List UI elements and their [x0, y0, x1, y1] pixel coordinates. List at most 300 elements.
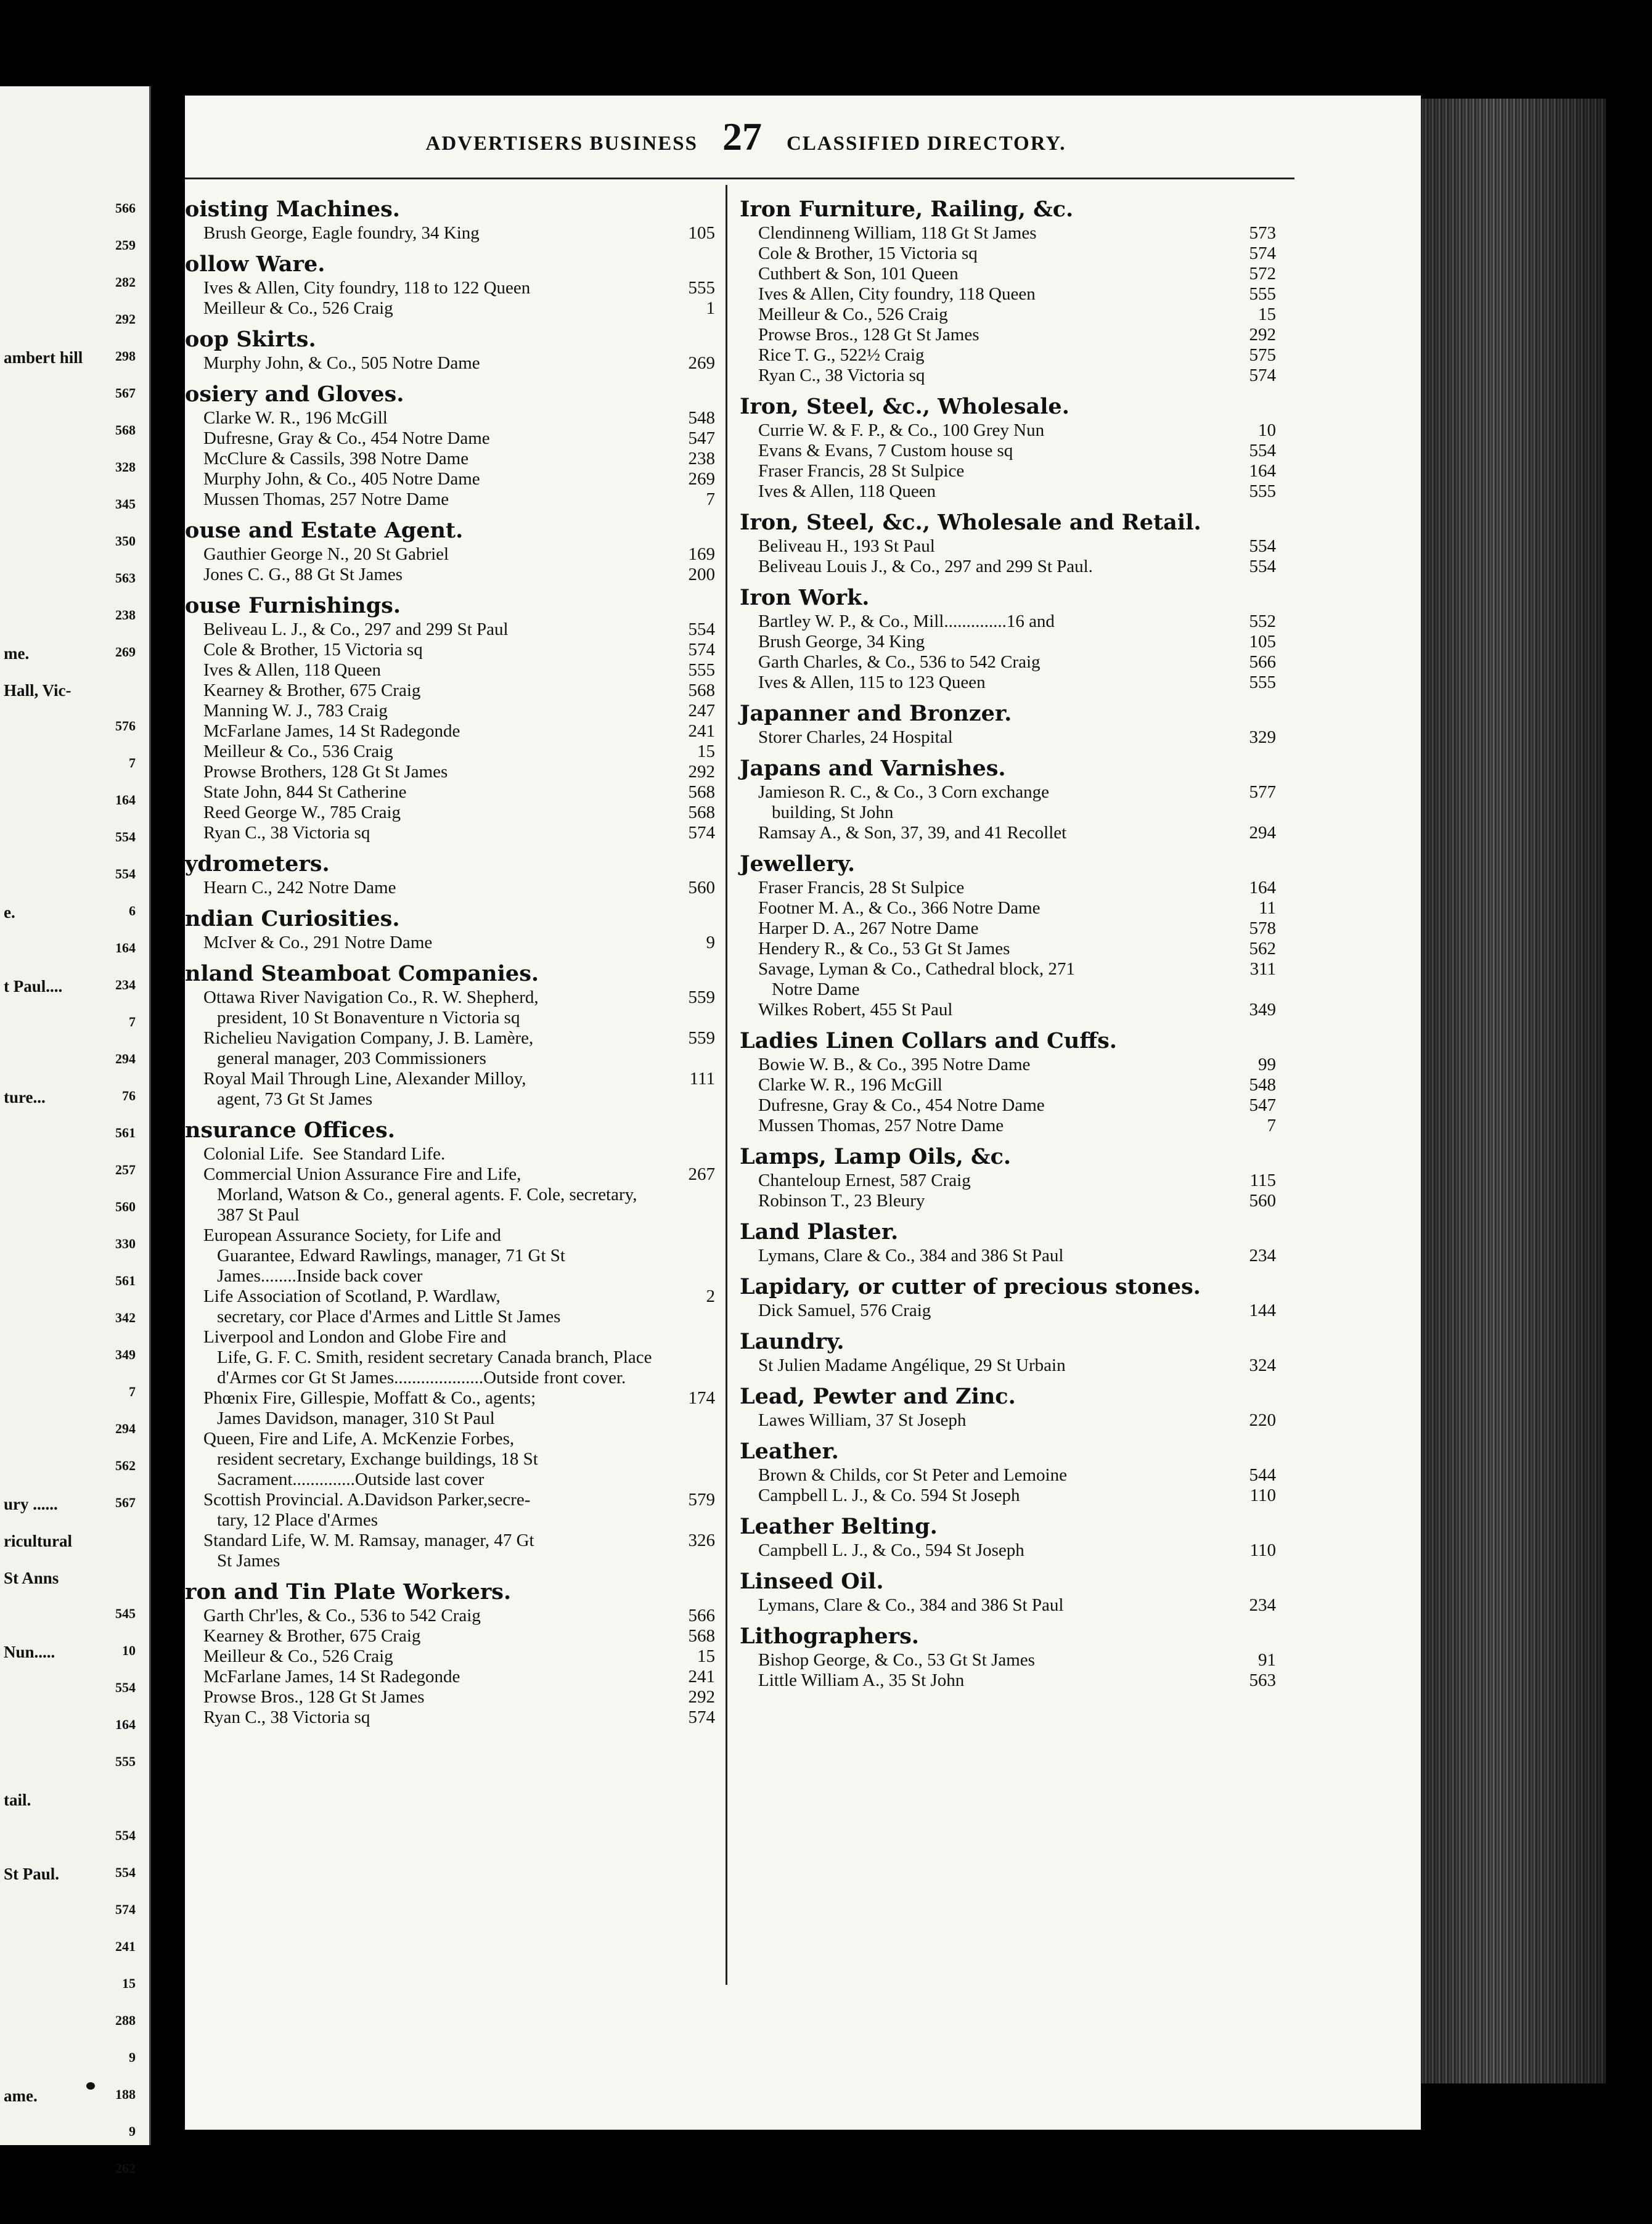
entry-name: Prowse Bros., 128 Gt St James [758, 325, 979, 345]
directory-entry [740, 898, 1276, 918]
facing-page-line [0, 1939, 137, 1957]
entry-page-ref: 555 [1249, 673, 1276, 692]
facing-page-line [0, 1273, 137, 1291]
directory-entry [185, 803, 715, 823]
entry-continuation: resident secretary, Exchange buildings, 18 St Sacrament..............Outside last cover [217, 1449, 543, 1489]
directory-entry [740, 441, 1276, 461]
entry-page-ref: 326 [688, 1531, 715, 1550]
entry-text [203, 1606, 666, 1626]
section-heading: ron and Tin Plate Workers. [185, 1579, 512, 1605]
entry-text [758, 420, 1227, 441]
entry-name: Beliveau Louis J., & Co., 297 and 299 St Paul. [758, 557, 1093, 576]
facing-line-number: 574 [115, 1902, 136, 1917]
directory-entry [740, 223, 1276, 243]
entry-text [203, 933, 666, 953]
entry-page-ref: 566 [1249, 652, 1276, 672]
facing-line-number: 257 [115, 1162, 136, 1177]
directory-entry [740, 481, 1276, 502]
directory-section [740, 1028, 1276, 1136]
entry-page-ref: 15 [697, 1646, 715, 1666]
section-heading: Land Plaster. [740, 1219, 899, 1245]
directory-entry [185, 1388, 715, 1429]
facing-line-number: 164 [115, 1717, 136, 1732]
entry-page-ref: 7 [706, 489, 715, 509]
entry-continuation: secretary, cor Place d'Armes and Little St James [217, 1307, 561, 1327]
entry-name: Royal Mail Through Line, Alexander Milloy, [203, 1069, 526, 1089]
directory-section [740, 1568, 1276, 1616]
entry-name: Beliveau L. J., & Co., 297 and 299 St Paul [203, 619, 509, 639]
entry-name: Campbell L. J., & Co. 594 St Joseph [758, 1486, 1020, 1505]
directory-entry [740, 1595, 1276, 1616]
entry-name: Manning W. J., 783 Craig [203, 701, 388, 721]
directory-entry [185, 1225, 715, 1286]
entry-page-ref: 574 [1249, 366, 1276, 385]
facing-line-text: St Paul. [4, 1865, 60, 1883]
entry-name: Meilleur & Co., 526 Craig [203, 298, 393, 318]
section-heading: Iron, Steel, &c., Wholesale and Retail. [740, 510, 1201, 535]
facing-line-number: 576 [115, 718, 136, 734]
section-heading: ydrometers. [185, 851, 330, 877]
entry-continuation: tary, 12 Place d'Armes [217, 1510, 378, 1530]
entry-name: Phœnix Fire, Gillespie, Moffatt & Co., agents; [203, 1388, 536, 1408]
entry-text [758, 325, 1227, 345]
facing-line-number: 330 [115, 1236, 136, 1251]
facing-line-number: 7 [129, 1014, 136, 1029]
entry-page-ref: 552 [1249, 611, 1276, 631]
facing-page-line [0, 1606, 137, 1624]
directory-entry [740, 878, 1276, 898]
facing-line-number: 555 [115, 1754, 136, 1769]
entry-continuation: Life, G. F. C. Smith, resident secretary Canada branch, Place d'Armes cor Gt St James....................Outside front cover. [217, 1347, 656, 1388]
directory-section [185, 906, 715, 953]
directory-entry [185, 619, 715, 640]
entry-name: Kearney & Brother, 675 Craig [203, 681, 421, 700]
entry-text [203, 987, 666, 1028]
entry-name: Beliveau H., 193 St Paul [758, 536, 935, 556]
entry-text [758, 1355, 1227, 1376]
entry-page-ref: 169 [688, 544, 715, 564]
column-divider [726, 185, 727, 1985]
entry-name: Ramsay A., & Son, 37, 39, and 41 Recollet [758, 823, 1067, 843]
facing-line-number: 567 [115, 385, 136, 401]
section-heading: Linseed Oil. [740, 1569, 884, 1594]
entry-text [758, 481, 1227, 502]
entry-text [203, 1429, 666, 1490]
directory-entry [185, 878, 715, 898]
entry-text [758, 1095, 1227, 1116]
entry-text [758, 1246, 1227, 1266]
entry-text [758, 366, 1227, 386]
entry-text [758, 1465, 1227, 1486]
entry-text [203, 619, 666, 640]
entry-name: Scottish Provincial. A.Davidson Parker,secre- [203, 1490, 531, 1510]
directory-entry [740, 1540, 1276, 1561]
entry-page-ref: 574 [688, 823, 715, 843]
facing-line-text: ambert hill [4, 348, 83, 367]
facing-page-line [0, 496, 137, 515]
facing-page-line [0, 977, 137, 995]
facing-line-number: 6 [129, 903, 136, 918]
entry-name: Ives & Allen, 115 to 123 Queen [758, 673, 986, 692]
entry-text [203, 1646, 666, 1667]
directory-entry [185, 353, 715, 374]
facing-line-number: 262 [115, 2161, 136, 2176]
entry-text [203, 408, 666, 428]
entry-name: Commercial Union Assurance Fire and Life, [203, 1164, 521, 1184]
directory-section [185, 517, 715, 585]
facing-line-number: 554 [115, 1680, 136, 1695]
facing-page-line [0, 718, 137, 737]
entry-page-ref: 578 [1249, 918, 1276, 938]
section-heading: ndian Curiosities. [185, 906, 400, 931]
entry-page-ref: 292 [1249, 325, 1276, 345]
entry-name: Life Association of Scotland, P. Wardlaw, [203, 1286, 501, 1306]
entry-text [203, 1388, 666, 1429]
directory-entry [185, 1626, 715, 1646]
directory-entry [740, 243, 1276, 264]
facing-line-number: 567 [115, 1495, 136, 1510]
directory-section [740, 1219, 1276, 1266]
directory-entry [185, 742, 715, 762]
entry-page-ref: 2 [706, 1286, 715, 1306]
facing-line-number: 7 [129, 1384, 136, 1399]
entry-continuation: Guarantee, Edward Rawlings, manager, 71 Gt St James........Inside back cover [217, 1246, 570, 1286]
facing-line-number: 566 [115, 200, 136, 216]
entry-name: McClure & Cassils, 398 Notre Dame [203, 449, 469, 468]
section-heading: nland Steamboat Companies. [185, 961, 539, 986]
entry-page-ref: 574 [1249, 243, 1276, 263]
entry-page-ref: 241 [688, 1667, 715, 1686]
entry-name: Garth Charles, & Co., 536 to 542 Craig [758, 652, 1041, 672]
directory-entry [185, 1164, 715, 1225]
directory-entry [740, 284, 1276, 305]
entry-page-ref: 547 [1249, 1095, 1276, 1115]
section-heading: ouse Furnishings. [185, 593, 401, 618]
entry-page-ref: 555 [688, 660, 715, 680]
facing-line-number: 554 [115, 866, 136, 881]
entry-name: Liverpool and London and Globe Fire and [203, 1327, 507, 1347]
directory-entry [740, 1465, 1276, 1486]
section-heading: nsurance Offices. [185, 1118, 395, 1143]
entry-text [203, 701, 666, 721]
directory-entry [740, 1670, 1276, 1691]
entry-page-ref: 544 [1249, 1465, 1276, 1485]
entry-text [758, 264, 1227, 284]
facing-page-line [0, 1495, 137, 1513]
facing-line-text: tail. [4, 1791, 31, 1809]
directory-entry [185, 1667, 715, 1687]
facing-page-line [0, 274, 137, 293]
facing-line-number: 282 [115, 274, 136, 290]
entry-page-ref: 554 [1249, 536, 1276, 556]
facing-line-number: 568 [115, 422, 136, 438]
facing-page-line [0, 903, 137, 922]
facing-page-line [0, 1347, 137, 1365]
entry-name: State John, 844 St Catherine [203, 782, 407, 802]
entry-text [758, 557, 1227, 577]
facing-page-line [0, 940, 137, 959]
section-heading: ouse and Estate Agent. [185, 518, 464, 543]
facing-page-line [0, 2087, 137, 2105]
directory-entry [185, 1687, 715, 1707]
facing-line-number: 288 [115, 2013, 136, 2028]
directory-entry [740, 632, 1276, 652]
entry-name: Brush George, Eagle foundry, 34 King [203, 223, 480, 243]
facing-page-line [0, 1088, 137, 1106]
entry-page-ref: 111 [689, 1069, 715, 1089]
entry-text [758, 1055, 1227, 1075]
page-number: 27 [722, 115, 762, 158]
entry-text [758, 1191, 1227, 1211]
entry-name: Meilleur & Co., 526 Craig [758, 305, 948, 324]
directory-section [185, 326, 715, 374]
facing-page-line [0, 1458, 137, 1476]
directory-entry [185, 987, 715, 1028]
entry-page-ref: 577 [1249, 782, 1276, 802]
directory-entry [740, 918, 1276, 939]
entry-name: Reed George W., 785 Craig [203, 803, 401, 822]
facing-page-line [0, 1421, 137, 1439]
entry-name: Hendery R., & Co., 53 Gt St James [758, 939, 1010, 959]
entry-name: European Assurance Society, for Life and [203, 1225, 501, 1245]
entry-text [203, 449, 666, 469]
header-left-text: ADVERTISERS BUSINESS [425, 133, 698, 155]
entry-text [203, 878, 666, 898]
entry-name: Ives & Allen, 118 Queen [203, 660, 382, 680]
page-header [345, 114, 1147, 163]
entry-name: Lymans, Clare & Co., 384 and 386 St Paul [758, 1595, 1064, 1615]
directory-entry [185, 933, 715, 953]
entry-name: Jones C. G., 88 Gt St James [203, 565, 403, 584]
directory-section [740, 1273, 1276, 1321]
directory-entry [185, 544, 715, 565]
entry-name: Ives & Allen, 118 Queen [758, 481, 936, 501]
entry-name: Richelieu Navigation Company, J. B. Lamère, [203, 1028, 534, 1048]
entry-name: Jamieson R. C., & Co., 3 Corn exchange [758, 782, 1050, 802]
facing-line-number: 234 [115, 977, 136, 992]
directory-entry [740, 782, 1276, 823]
entry-text [758, 1486, 1227, 1506]
facing-page-line [0, 829, 137, 848]
entry-text [203, 353, 666, 374]
entry-continuation: Notre Dame [772, 979, 860, 999]
entry-text [203, 278, 666, 298]
facing-line-number: 328 [115, 459, 136, 475]
facing-line-number: 298 [115, 348, 136, 364]
entry-text [758, 1410, 1227, 1431]
entry-name: Brown & Childs, cor St Peter and Lemoine [758, 1465, 1067, 1485]
directory-entry [740, 1191, 1276, 1211]
section-heading: Laundry. [740, 1329, 844, 1354]
entry-page-ref: 324 [1249, 1355, 1276, 1375]
facing-line-text: Hall, Vic- [4, 681, 72, 700]
directory-entry [185, 428, 715, 449]
entry-text [758, 652, 1227, 673]
facing-page-line [0, 1717, 137, 1735]
entry-page-ref: 99 [1258, 1055, 1276, 1074]
entry-name: Ryan C., 38 Victoria sq [203, 823, 370, 843]
directory-entry [740, 727, 1276, 748]
facing-line-number: 15 [122, 1976, 136, 1991]
facing-line-number: 259 [115, 237, 136, 253]
entry-continuation: agent, 73 Gt St James [217, 1089, 373, 1109]
entry-name: Hearn C., 242 Notre Dame [203, 878, 396, 897]
entry-text [758, 823, 1227, 843]
entry-name: Gauthier George N., 20 St Gabriel [203, 544, 449, 564]
entry-text [203, 762, 666, 782]
facing-page-line [0, 1754, 137, 1772]
section-heading: ollow Ware. [185, 251, 325, 277]
facing-page-line [0, 237, 137, 256]
entry-name: Bartley W. P., & Co., Mill..............16 and [758, 611, 1055, 631]
entry-name: Rice T. G., 522½ Craig [758, 345, 925, 365]
entry-text [758, 878, 1227, 898]
entry-text [758, 345, 1227, 366]
entry-name: Queen, Fire and Life, A. McKenzie Forbes, [203, 1429, 515, 1449]
directory-entry [740, 1410, 1276, 1431]
facing-page-line [0, 681, 137, 700]
directory-entry [185, 1028, 715, 1069]
facing-page-line [0, 1384, 137, 1402]
facing-page-line [0, 866, 137, 885]
facing-line-number: 9 [129, 2124, 136, 2139]
entry-page-ref: 9 [706, 933, 715, 952]
directory-entry [185, 223, 715, 243]
directory-entry [740, 823, 1276, 843]
facing-page-line [0, 570, 137, 589]
entry-page-ref: 574 [688, 640, 715, 660]
facing-line-text: t Paul.... [4, 977, 63, 995]
directory-entry [740, 461, 1276, 481]
entry-name: Meilleur & Co., 526 Craig [203, 1646, 393, 1666]
section-heading: Lead, Pewter and Zinc. [740, 1384, 1016, 1409]
entry-name: McFarlane James, 14 St Radegonde [203, 721, 460, 741]
entry-page-ref: 238 [688, 449, 715, 468]
directory-entry [185, 1531, 715, 1571]
entry-page-ref: 349 [1249, 1000, 1276, 1020]
entry-name: Prowse Brothers, 128 Gt St James [203, 762, 448, 782]
right-column [740, 196, 1276, 1698]
entry-page-ref: 1 [706, 298, 715, 318]
entry-page-ref: 548 [688, 408, 715, 428]
entry-text [203, 1490, 666, 1531]
entry-page-ref: 294 [1249, 823, 1276, 843]
directory-section [740, 1438, 1276, 1506]
entry-page-ref: 572 [1249, 264, 1276, 284]
entry-text [758, 223, 1227, 243]
entry-page-ref: 566 [688, 1606, 715, 1625]
directory-entry [740, 1116, 1276, 1136]
entry-page-ref: 574 [688, 1707, 715, 1727]
entry-page-ref: 568 [688, 1626, 715, 1646]
entry-page-ref: 164 [1249, 461, 1276, 481]
directory-entry [185, 681, 715, 701]
facing-page-line [0, 607, 137, 626]
directory-section [185, 251, 715, 319]
entry-page-ref: 573 [1249, 223, 1276, 243]
entry-name: Clendinneng William, 118 Gt St James [758, 223, 1037, 243]
directory-section [740, 700, 1276, 748]
section-heading: oop Skirts. [185, 327, 316, 352]
entry-name: Dufresne, Gray & Co., 454 Notre Dame [203, 428, 490, 448]
directory-entry [185, 1707, 715, 1728]
directory-section [740, 196, 1276, 386]
entry-name: Ottawa River Navigation Co., R. W. Shepherd, [203, 987, 539, 1007]
entry-page-ref: 110 [1249, 1540, 1276, 1560]
directory-entry [185, 1144, 715, 1164]
entry-page-ref: 105 [1249, 632, 1276, 652]
entry-page-ref: 247 [688, 701, 715, 721]
facing-line-number: 164 [115, 792, 136, 807]
directory-section [740, 1328, 1276, 1376]
entry-name: Bishop George, & Co., 53 Gt St James [758, 1650, 1035, 1670]
entry-page-ref: 568 [688, 681, 715, 700]
entry-text [203, 660, 666, 681]
facing-page-line [0, 2013, 137, 2031]
facing-line-number: 554 [115, 1865, 136, 1880]
facing-line-number: 561 [115, 1125, 136, 1140]
entry-text [203, 721, 666, 742]
facing-page-line [0, 1791, 137, 1809]
entry-text [203, 428, 666, 449]
directory-entry [185, 782, 715, 803]
entry-text [203, 469, 666, 489]
directory-section [740, 1513, 1276, 1561]
entry-name: Fraser Francis, 28 St Sulpice [758, 878, 965, 897]
directory-entry [185, 1490, 715, 1531]
section-heading: Iron, Steel, &c., Wholesale. [740, 394, 1069, 419]
facing-line-number: 188 [115, 2087, 136, 2102]
entry-page-ref: 200 [688, 565, 715, 584]
facing-line-number: 560 [115, 1199, 136, 1214]
facing-page-line [0, 1569, 137, 1587]
entry-page-ref: 554 [688, 619, 715, 639]
entry-name: Dufresne, Gray & Co., 454 Notre Dame [758, 1095, 1045, 1115]
entry-name: Clarke W. R., 196 McGill [203, 408, 388, 428]
entry-page-ref: 105 [688, 223, 715, 243]
facing-line-number: 238 [115, 607, 136, 623]
entry-page-ref: 267 [688, 1164, 715, 1184]
entry-page-ref: 234 [1249, 1246, 1276, 1265]
entry-text [758, 1075, 1227, 1095]
facing-line-number: 294 [115, 1051, 136, 1066]
facing-page-line [0, 1236, 137, 1254]
entry-text [758, 243, 1227, 264]
directory-entry [740, 1055, 1276, 1075]
entry-name: Dick Samuel, 576 Craig [758, 1301, 931, 1320]
entry-page-ref: 144 [1249, 1301, 1276, 1320]
entry-text [203, 1687, 666, 1707]
entry-text [758, 461, 1227, 481]
entry-name: McFarlane James, 14 St Radegonde [203, 1667, 460, 1686]
entry-page-ref: 115 [1249, 1171, 1276, 1190]
directory-entry [740, 611, 1276, 632]
entry-text [203, 742, 666, 762]
entry-text [203, 803, 666, 823]
section-heading: Japanner and Bronzer. [740, 701, 1012, 726]
directory-section [185, 1579, 715, 1728]
entry-continuation: building, St John [772, 803, 894, 822]
entry-page-ref: 568 [688, 803, 715, 822]
entry-name: Mussen Thomas, 257 Notre Dame [203, 489, 449, 509]
facing-line-number: 561 [115, 1273, 136, 1288]
entry-page-ref: 555 [1249, 481, 1276, 501]
header-rule [185, 178, 1294, 179]
directory-section [185, 960, 715, 1110]
entry-page-ref: 560 [1249, 1191, 1276, 1211]
entry-name: Kearney & Brother, 675 Craig [203, 1626, 421, 1646]
entry-name: Bowie W. B., & Co., 395 Notre Dame [758, 1055, 1031, 1074]
